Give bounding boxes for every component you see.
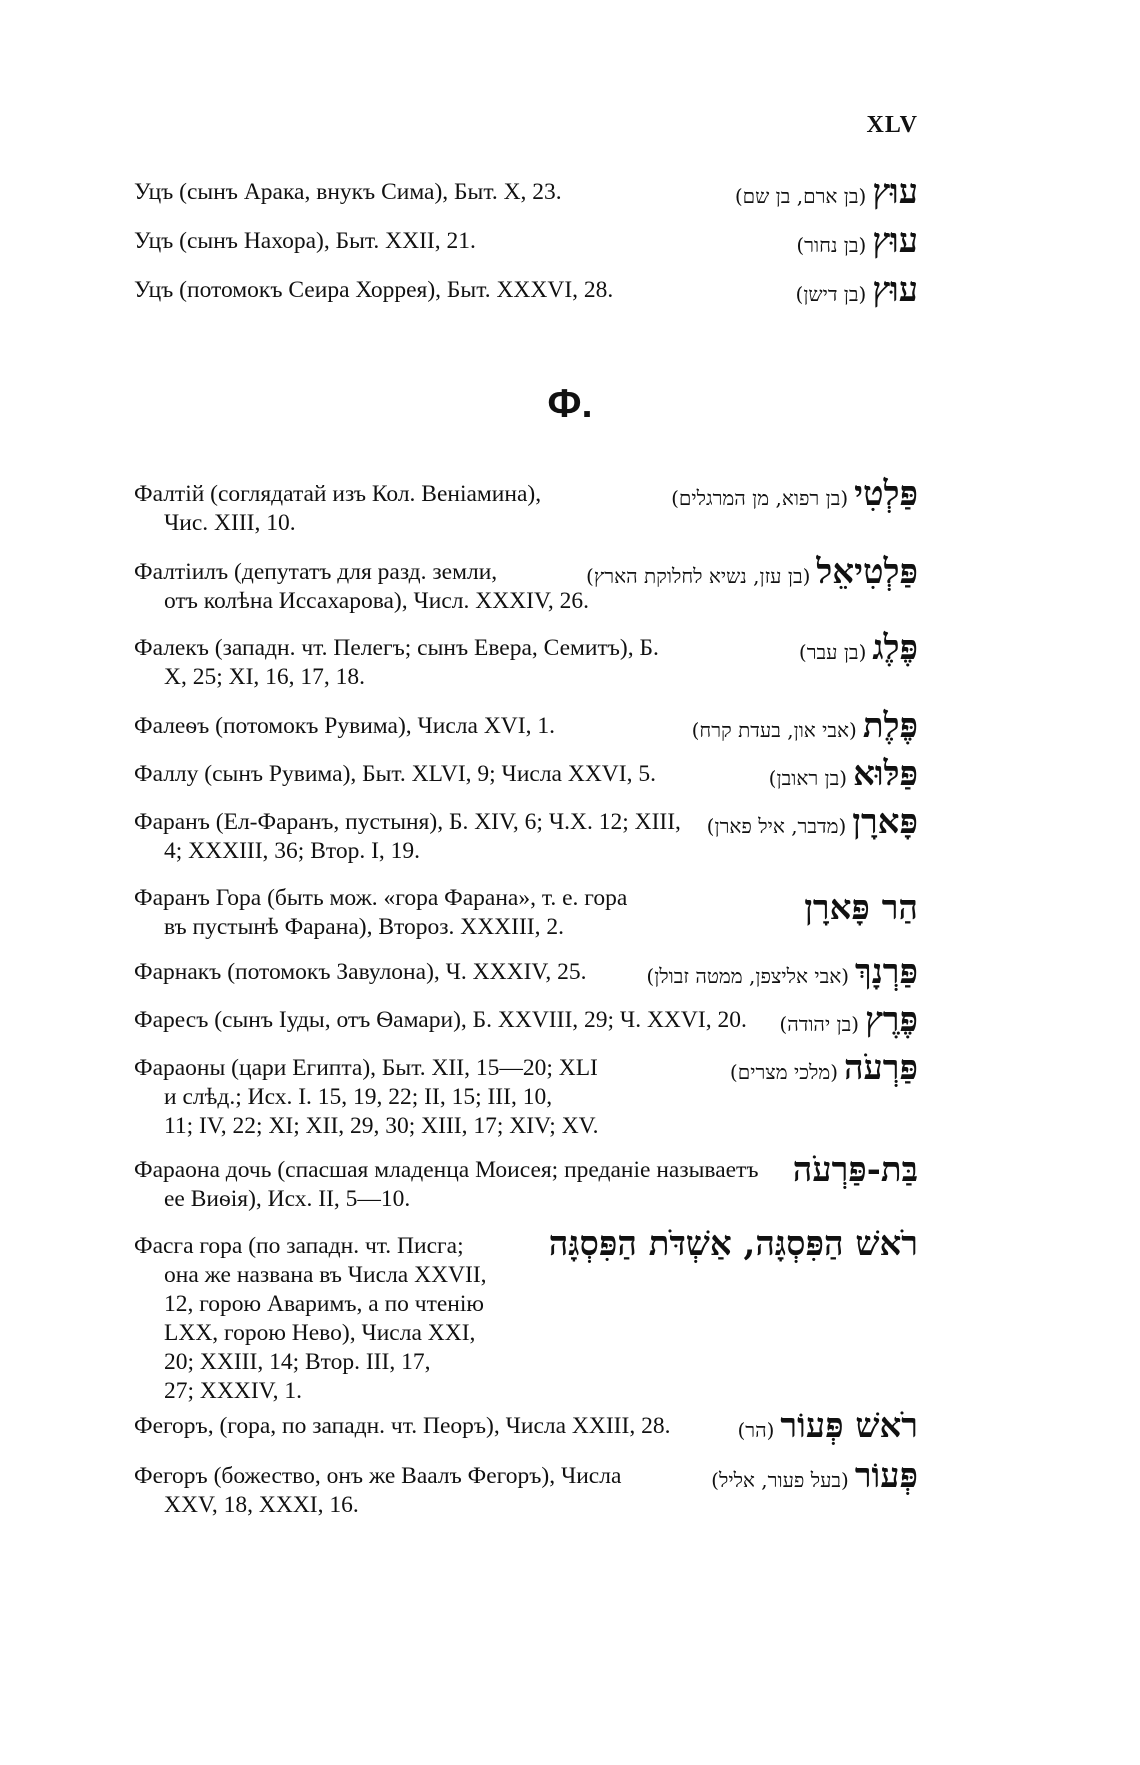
entry-line: Фалеѳъ (потомокъ Рувима), Числа XVI, 1. bbox=[134, 713, 555, 739]
entry-line: 20; XXIII, 14; Втор. III, 17, bbox=[164, 1349, 431, 1375]
entry-line: Фаллу (сынъ Рувима), Быт. XLVI, 9; Числа XXVI, 5. bbox=[134, 761, 656, 787]
hebrew-headword: עוּץ bbox=[872, 221, 918, 261]
section-letter: Ф. bbox=[547, 382, 593, 426]
hebrew-gloss: (בן דישן) bbox=[795, 282, 867, 306]
entry-line: Фалтіилъ (депутатъ для разд. земли, bbox=[134, 559, 498, 585]
entry-russian-text bbox=[134, 227, 476, 256]
entry-russian-text bbox=[134, 480, 541, 538]
hebrew-gloss: (בעל פעור, אליל) bbox=[711, 1468, 849, 1492]
entry-hebrew bbox=[737, 1406, 918, 1446]
entry-hebrew bbox=[793, 1150, 918, 1190]
hebrew-headword: עוּץ bbox=[872, 172, 918, 212]
entry-hebrew bbox=[549, 1224, 918, 1264]
entry-line: LXX, горою Нево), Числа XXI, bbox=[164, 1320, 476, 1346]
entry-russian-text bbox=[134, 1462, 621, 1520]
entry-hebrew bbox=[711, 1456, 918, 1496]
entry-line: 11; IV, 22; XI; XII, 29, 30; XIII, 17; XIV; XV. bbox=[164, 1113, 599, 1139]
entry-line: Фегоръ (божество, онъ же Ваалъ Фегоръ), Числа bbox=[134, 1463, 622, 1489]
entry-russian-text bbox=[134, 808, 681, 866]
hebrew-gloss: (מלכי מצרים) bbox=[729, 1060, 838, 1084]
entry-hebrew bbox=[707, 802, 918, 842]
entry-russian-text bbox=[134, 634, 659, 692]
entry-russian-text bbox=[134, 1412, 670, 1441]
entry-russian-text bbox=[134, 884, 627, 942]
entry-hebrew bbox=[779, 1000, 918, 1040]
hebrew-headword: פַּרְעֹה bbox=[844, 1048, 918, 1088]
entry-russian-text bbox=[134, 1232, 487, 1406]
hebrew-headword: פֶּרֶץ bbox=[865, 1000, 918, 1040]
hebrew-gloss: (בן יהודה) bbox=[779, 1012, 860, 1036]
entry-line: Фегоръ, (гора, по западн. чт. Пеоръ), Числа XXIII, 28. bbox=[134, 1413, 671, 1439]
entry-line: Фараона дочь (спасшая младенца Моисея; преданіе называетъ bbox=[134, 1157, 759, 1183]
entry-line: Уцъ (сынъ Арака, внукъ Сима), Быт. X, 23. bbox=[134, 179, 562, 205]
entry-line: отъ колѣна Иссахарова), Числ. XXXIV, 26. bbox=[164, 588, 590, 614]
hebrew-gloss: (בן ארם, בן שם) bbox=[734, 184, 867, 208]
hebrew-gloss: (אבי און, בעדת קרח) bbox=[691, 718, 857, 742]
entry-hebrew bbox=[796, 221, 918, 261]
entry-hebrew bbox=[692, 706, 918, 746]
entry-line: Фарнакъ (потомокъ Завулона), Ч. XXXIV, 25. bbox=[134, 959, 587, 985]
entry-line: Уцъ (потомокъ Сеира Хоррея), Быт. XXXVI, 28. bbox=[134, 277, 614, 303]
hebrew-headword: רֹאשׁ פְּעוֹר bbox=[780, 1406, 918, 1446]
entry-line: въ пустынѣ Фарана), Второз. XXXIII, 2. bbox=[164, 914, 565, 940]
hebrew-gloss: (הר) bbox=[737, 1418, 775, 1442]
entry-line: 27; XXXIV, 1. bbox=[164, 1378, 302, 1404]
entry-russian-text bbox=[134, 178, 562, 207]
entry-hebrew bbox=[646, 952, 918, 992]
entry-hebrew bbox=[586, 552, 918, 592]
entry-russian-text bbox=[134, 712, 555, 741]
entry-hebrew bbox=[730, 1048, 918, 1088]
hebrew-headword: פַּלּוּא bbox=[853, 754, 918, 794]
hebrew-gloss: (בן עזן, נשיא לחלוקת הארץ) bbox=[586, 564, 811, 588]
hebrew-gloss: (בן עבר) bbox=[798, 640, 867, 664]
entry-russian-text bbox=[134, 1054, 599, 1141]
entry-russian-text bbox=[134, 276, 613, 305]
hebrew-headword: פַּרְנָךְ bbox=[855, 952, 918, 992]
entry-line: Уцъ (сынъ Нахора), Быт. XXII, 21. bbox=[134, 228, 476, 254]
hebrew-gloss: (בן רפוא, מן המרגלים) bbox=[671, 486, 849, 510]
page-number: XLV bbox=[866, 112, 918, 138]
hebrew-gloss: (בן נחור) bbox=[796, 233, 867, 257]
entry-hebrew bbox=[799, 628, 918, 668]
entry-russian-text bbox=[134, 558, 589, 616]
entry-line: Фалтій (соглядатай изъ Кол. Веніамина), bbox=[134, 481, 542, 507]
hebrew-headword: רֹאשׁ הַפִּסְגָּה, אַשְׁדֹּת הַפִּסְגָּה bbox=[548, 1224, 918, 1264]
hebrew-headword: הַר פָּארָן bbox=[804, 888, 918, 928]
entry-hebrew bbox=[796, 270, 918, 310]
hebrew-headword: פְּעוֹר bbox=[854, 1456, 918, 1496]
hebrew-headword: פֶּלֶת bbox=[862, 706, 918, 746]
entry-line: 4; XXXIII, 36; Втор. I, 19. bbox=[164, 838, 421, 864]
entry-hebrew bbox=[671, 474, 918, 514]
entry-line: Фаранъ Гора (быть мож. «гора Фарана», т. е. гора bbox=[134, 885, 628, 911]
entry-hebrew bbox=[804, 888, 918, 928]
entry-line: Фасга гора (по западн. чт. Писга; bbox=[134, 1233, 464, 1259]
hebrew-gloss: (מדבר, איל פארן) bbox=[706, 814, 847, 838]
entry-line: она же названа въ Числа XXVII, bbox=[164, 1262, 487, 1288]
entry-line: XXV, 18, XXXI, 16. bbox=[164, 1492, 359, 1518]
entry-line: и слѣд.; Исх. I. 15, 19, 22; II, 15; III, 10, bbox=[164, 1084, 553, 1110]
hebrew-headword: בַּת-פַּרְעֹה bbox=[792, 1150, 918, 1190]
hebrew-headword: פַּלְטִיאֵל bbox=[816, 552, 918, 592]
entry-russian-text bbox=[134, 760, 656, 789]
hebrew-gloss: (בן ראובן) bbox=[768, 766, 848, 790]
entry-line: X, 25; XI, 16, 17, 18. bbox=[164, 664, 366, 690]
hebrew-headword: פָּארָן bbox=[852, 802, 918, 842]
entry-russian-text bbox=[134, 958, 586, 987]
entry-line: 12, горою Аваримъ, а по чтенію bbox=[164, 1291, 484, 1317]
hebrew-headword: פֶּלֶג bbox=[872, 628, 918, 668]
entry-line: Фаранъ (Ел-Фаранъ, пустыня), Б. XIV, 6; Ч.Х. 12; XIII, bbox=[134, 809, 681, 835]
hebrew-headword: עוּץ bbox=[872, 270, 918, 310]
hebrew-headword: פַּלְטִי bbox=[854, 474, 918, 514]
entry-russian-text bbox=[134, 1156, 758, 1214]
entry-hebrew bbox=[735, 172, 918, 212]
hebrew-gloss: (אבי אליצפן, ממטה זבולן) bbox=[646, 964, 850, 988]
entry-line: Чис. XIII, 10. bbox=[164, 510, 296, 536]
entry-line: Фаресъ (сынъ Іуды, отъ Ѳамари), Б. XXVIII, 29; Ч. XXVI, 20. bbox=[134, 1007, 747, 1033]
entry-russian-text bbox=[134, 1006, 747, 1035]
entry-hebrew bbox=[769, 754, 918, 794]
entry-line: ее Виѳія), Исх. II, 5—10. bbox=[164, 1186, 411, 1212]
entry-line: Фараоны (цари Египта), Быт. XII, 15—20; XLI bbox=[134, 1055, 598, 1081]
entry-line: Фалекъ (западн. чт. Пелегъ; сынъ Евера, Семитъ), Б. bbox=[134, 635, 659, 661]
